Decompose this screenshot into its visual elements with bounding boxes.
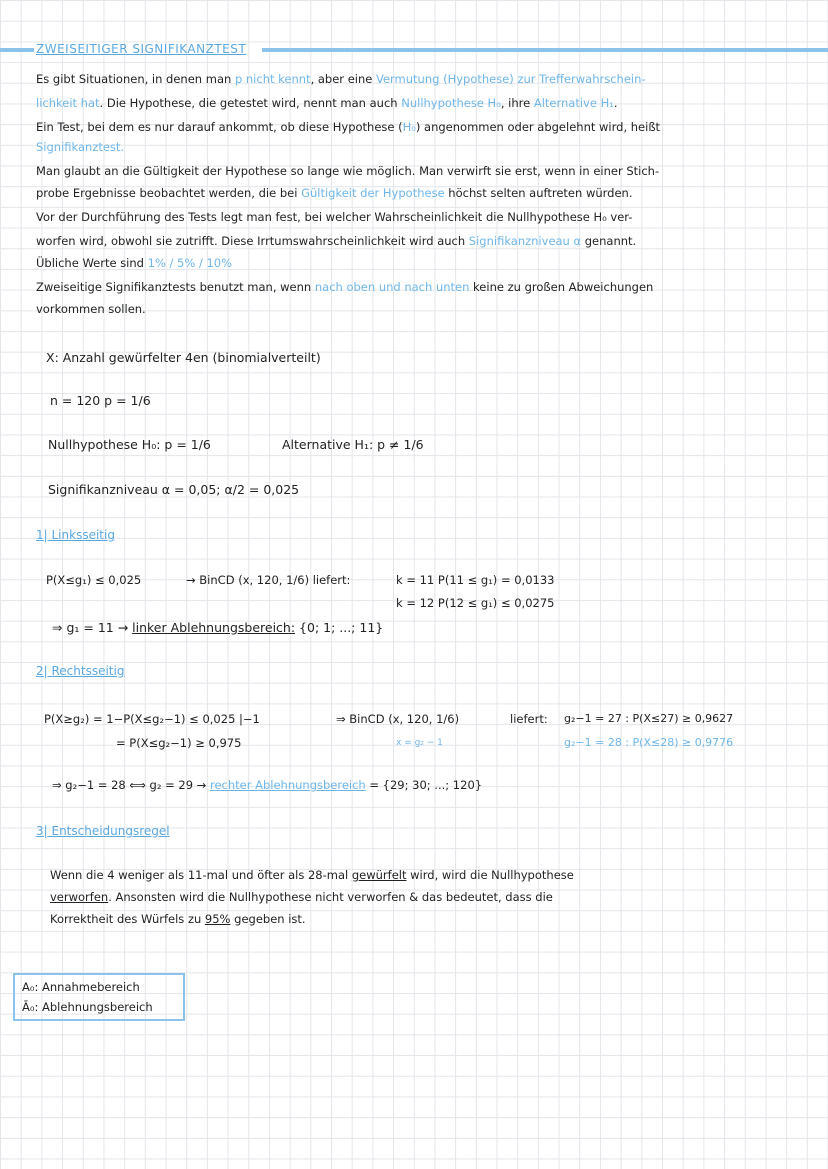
left-condition: P(X≤g₁) ≤ 0,025 <box>46 573 142 587</box>
right-result-28: g₂−1 = 28 : P(X≤28) ≥ 0,9776 <box>564 736 734 749</box>
left-calculation: → BinCD (x, 120, 1/6) liefert: <box>186 573 351 587</box>
intro-line-1: Es gibt Situationen, in denen man p nicht kennt, aber eine Vermutung (Hypothese) zur Trefferwahrschein- <box>36 72 646 86</box>
left-result-k12: k = 12 P(12 ≤ g₁) ≤ 0,0275 <box>396 596 555 610</box>
left-result-k11: k = 11 P(11 ≤ g₁) = 0,0133 <box>396 573 555 587</box>
legend-rejection: Ā₀: Ablehnungsbereich <box>22 1000 153 1014</box>
intro-line-11: vorkommen sollen. <box>36 302 146 316</box>
alternative-hypothesis: Alternative H₁: p ≠ 1/6 <box>282 437 424 452</box>
left-rejection-region: ⇒ g₁ = 11 → linker Ablehnungsbereich: {0; 1; ...; 11} <box>52 620 384 635</box>
null-hypothesis: Nullhypothese H₀: p = 1/6 <box>48 437 211 452</box>
right-liefert: liefert: <box>510 712 548 726</box>
parameters: n = 120 p = 1/6 <box>50 393 151 408</box>
right-rejection-region: ⇒ g₂−1 = 28 ⟺ g₂ = 29 → rechter Ablehnungsbereich = {29; 30; ...; 120} <box>52 778 483 792</box>
right-result-27: g₂−1 = 27 : P(X≤27) ≥ 0,9627 <box>564 712 734 725</box>
random-variable-definition: X: Anzahl gewürfelter 4en (binomialverteilt) <box>46 350 321 365</box>
intro-line-3: Ein Test, bei dem es nur darauf ankommt, ob diese Hypothese (H₀) angenommen oder abgelehnt wird, heißt <box>36 120 661 134</box>
legend-acceptance: A₀: Annahmebereich <box>22 980 140 994</box>
intro-line-7: Vor der Durchführung des Tests legt man fest, bei welcher Wahrscheinlichkeit die Nullhypothese H₀ ver- <box>36 210 633 224</box>
right-condition-2: = P(X≤g₂−1) ≥ 0,975 <box>116 736 242 750</box>
section-decision-heading: 3| Entscheidungsregel <box>36 824 170 838</box>
intro-line-5: Man glaubt an die Gültigkeit der Hypothese so lange wie möglich. Man verwirft sie erst, wenn in einer Stich- <box>36 164 660 178</box>
section-left-heading: 1| Linksseitig <box>36 528 115 542</box>
right-calculation: ⇒ BinCD (x, 120, 1/6) <box>336 712 460 726</box>
intro-line-6: probe Ergebnisse beobachtet werden, die bei Gültigkeit der Hypothese höchst selten auftreten würden. <box>36 186 633 200</box>
title-rule-left <box>0 48 34 52</box>
significance-level: Signifikanzniveau α = 0,05; α/2 = 0,025 <box>48 482 300 497</box>
decision-line-1: Wenn die 4 weniger als 11-mal und öfter als 28-mal gewürfelt wird, wird die Nullhypothese <box>50 868 574 882</box>
page-title: ZWEISEITIGER SIGNIFIKANZTEST <box>36 42 247 56</box>
right-note: x = g₂ − 1 <box>396 738 443 748</box>
decision-line-3: Korrektheit des Würfels zu 95% gegeben ist. <box>50 912 306 926</box>
decision-line-2: verworfen. Ansonsten wird die Nullhypothese nicht verworfen & das bedeutet, dass die <box>50 890 553 904</box>
intro-line-8: worfen wird, obwohl sie zutrifft. Diese Irrtumswahrscheinlichkeit wird auch Signifikanzniveau α genannt. <box>36 234 637 248</box>
intro-line-4: Signifikanztest. <box>36 140 125 154</box>
right-condition-1: P(X≥g₂) = 1−P(X≤g₂−1) ≤ 0,025 |−1 <box>44 712 260 726</box>
title-rule-right <box>262 48 828 52</box>
intro-line-9: Übliche Werte sind 1% / 5% / 10% <box>36 256 233 270</box>
intro-line-2: lichkeit hat. Die Hypothese, die getestet wird, nennt man auch Nullhypothese H₀, ihre Alternative H₁. <box>36 96 618 110</box>
intro-line-10: Zweiseitige Signifikanztests benutzt man, wenn nach oben und nach unten keine zu großen Abweichungen <box>36 280 654 294</box>
section-right-heading: 2| Rechtsseitig <box>36 664 125 678</box>
